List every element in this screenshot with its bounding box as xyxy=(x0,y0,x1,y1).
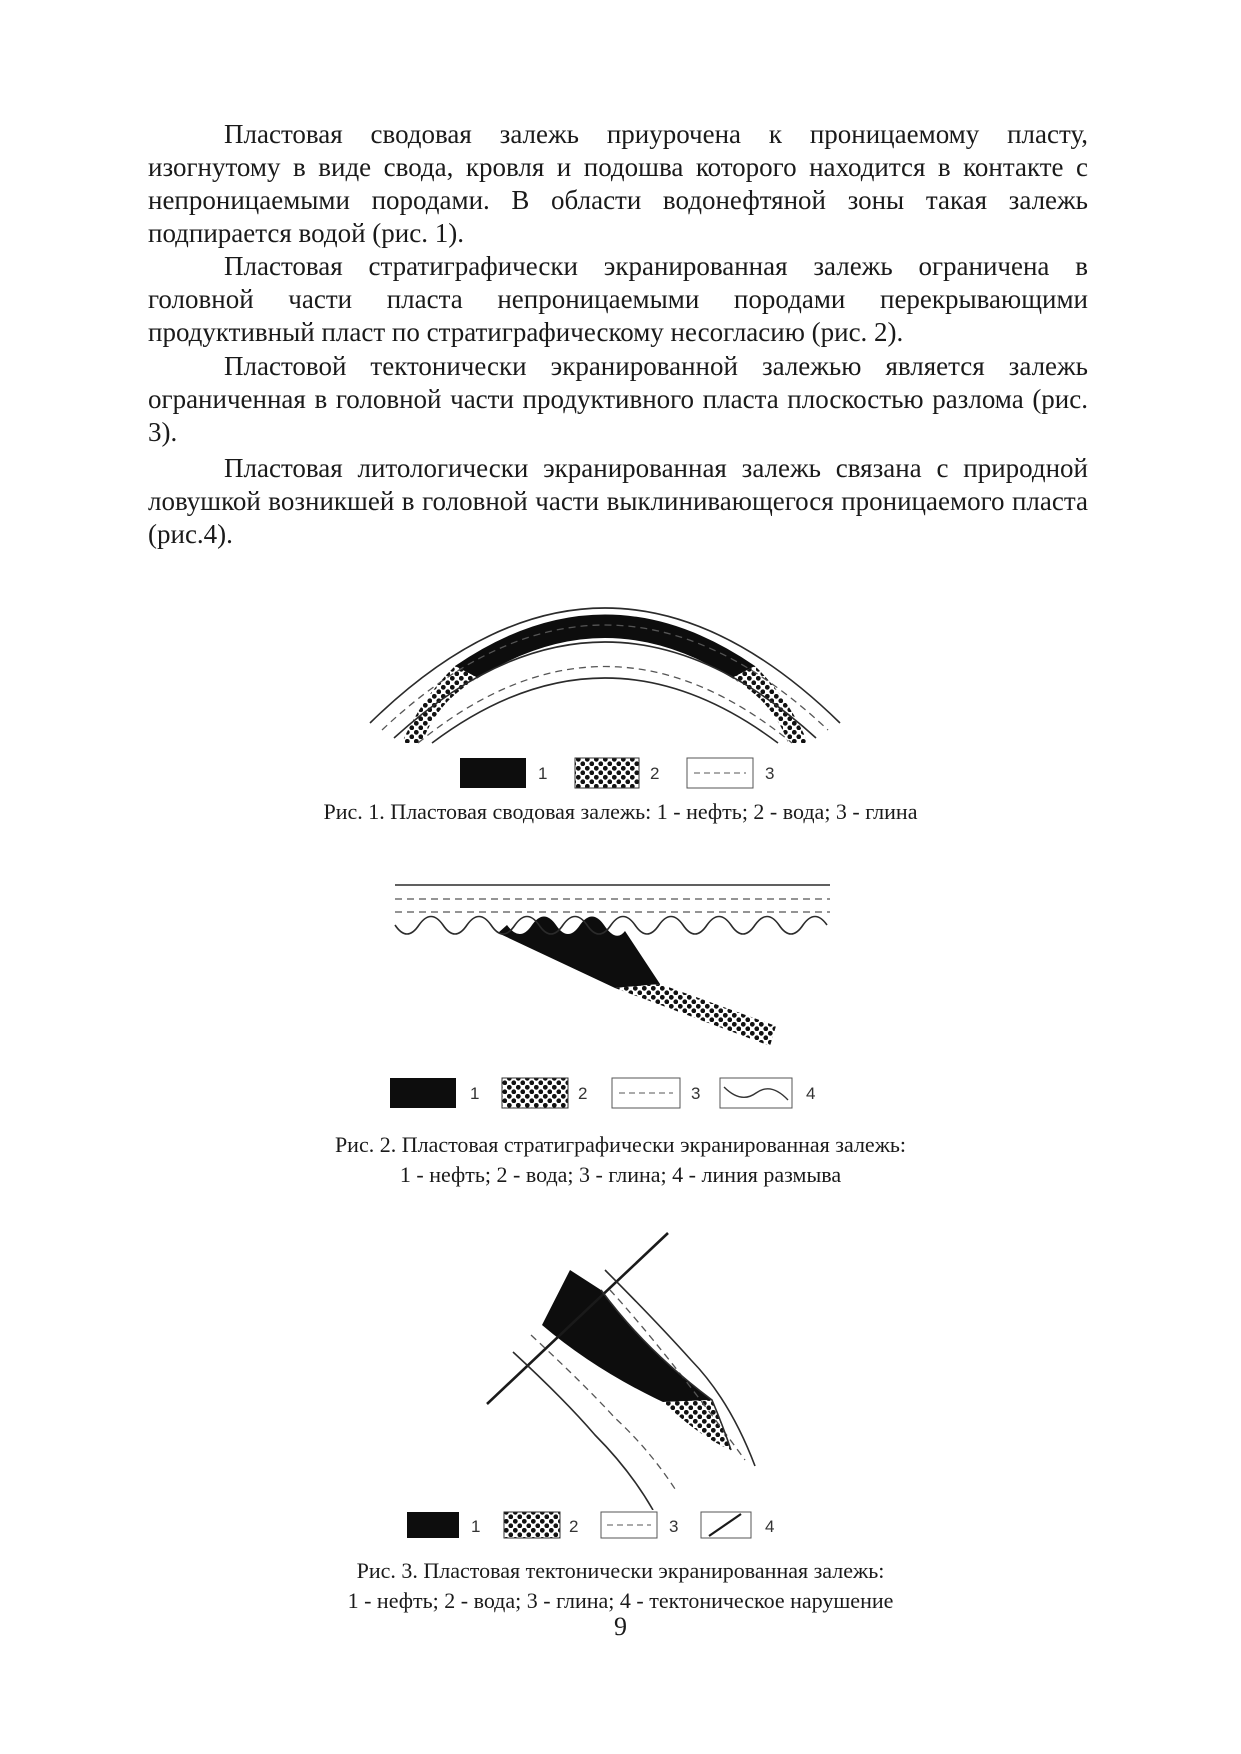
figure-3-caption-line-1: Рис. 3. Пластовая тектонически экранированная залежь: xyxy=(356,1558,885,1583)
legend-oil-swatch xyxy=(460,758,526,788)
fig1-water-right xyxy=(732,666,808,743)
legend-oil-label: 1 xyxy=(538,764,548,783)
figure-3-caption xyxy=(0,1556,1241,1616)
paragraph-stratigraphic: Пластовая стратиграфически экранированная залежь ограничена в головной части пласта непроницаемыми породами перекрывающими продуктивный пласт по стратиграфическому несогласию (рис. 2). xyxy=(148,251,1088,347)
legend-water-swatch xyxy=(502,1078,568,1108)
fig2-legend xyxy=(390,1078,815,1108)
legend-clay-label: 3 xyxy=(765,764,775,783)
paragraph-anticline: Пластовая сводовая залежь приурочена к проницаемому пласту, изогнутому в виде свода, кровля и подошва которого находится в контакте с непроницаемыми породами. В области водонефтяной зоны такая залежь подпирается водой (рис. 1). xyxy=(148,119,1088,248)
fig1-geology xyxy=(370,608,840,743)
figure-1-caption-line-1: Рис. 1. Пластовая сводовая залежь: 1 - нефть; 2 - вода; 3 - глина xyxy=(323,799,918,824)
fig2-water-layer xyxy=(615,984,776,1046)
fig2-erosion-line xyxy=(395,917,827,935)
figure-2-caption-line-1: Рис. 2. Пластовая стратиграфически экранированная залежь: xyxy=(334,1132,907,1157)
fig1-legend xyxy=(460,758,774,788)
paragraph-tectonic: Пластовой тектонически экранированной залежью является залежь ограниченная в головной части продуктивного пласта плоскостью разлома (рис. 3). xyxy=(148,351,1088,447)
legend-clay-label: 3 xyxy=(669,1517,679,1536)
figure-2-stratigraphic-diagram xyxy=(390,878,850,1113)
legend-oil-label: 1 xyxy=(471,1517,481,1536)
legend-water-label: 2 xyxy=(650,764,660,783)
fig1-oil-layer xyxy=(455,615,755,679)
legend-erosion-label: 4 xyxy=(806,1084,816,1103)
page-number: 9 xyxy=(614,1612,627,1641)
figure-2-caption-line-2: 1 - нефть; 2 - вода; 3 - глина; 4 - линия размыва xyxy=(399,1162,842,1187)
figure-3-caption-line-2: 1 - нефть; 2 - вода; 3 - глина; 4 - тектоническое нарушение xyxy=(347,1588,894,1613)
legend-oil-label: 1 xyxy=(470,1084,480,1103)
figure-3-legend xyxy=(405,1510,825,1550)
fig2-geology xyxy=(395,885,830,1046)
legend-oil-swatch xyxy=(390,1078,456,1108)
figure-1-anticline-diagram xyxy=(360,568,890,793)
legend-water-label: 2 xyxy=(578,1084,588,1103)
figure-2-caption xyxy=(0,1130,1241,1190)
fig3-geology xyxy=(487,1233,755,1510)
paragraph-lithologic: Пластовая литологически экранированная залежь связана с природной ловушкой возникшей в головной части выклинивающегося проницаемого пласта (рис.4). xyxy=(148,453,1088,549)
legend-clay-label: 3 xyxy=(691,1084,701,1103)
legend-water-swatch xyxy=(504,1512,560,1538)
fig3-water-layer xyxy=(663,1400,731,1450)
legend-water-swatch xyxy=(575,758,639,788)
fig1-bottom-boundary xyxy=(432,678,778,743)
fig1-water-left xyxy=(402,666,478,743)
legend-water-label: 2 xyxy=(569,1517,579,1536)
figure-1-caption xyxy=(0,797,1241,827)
figure-3-tectonic-diagram xyxy=(405,1230,805,1510)
legend-fault-label: 4 xyxy=(765,1517,775,1536)
legend-oil-swatch xyxy=(407,1512,459,1538)
fig3-oil-layer xyxy=(542,1270,712,1402)
